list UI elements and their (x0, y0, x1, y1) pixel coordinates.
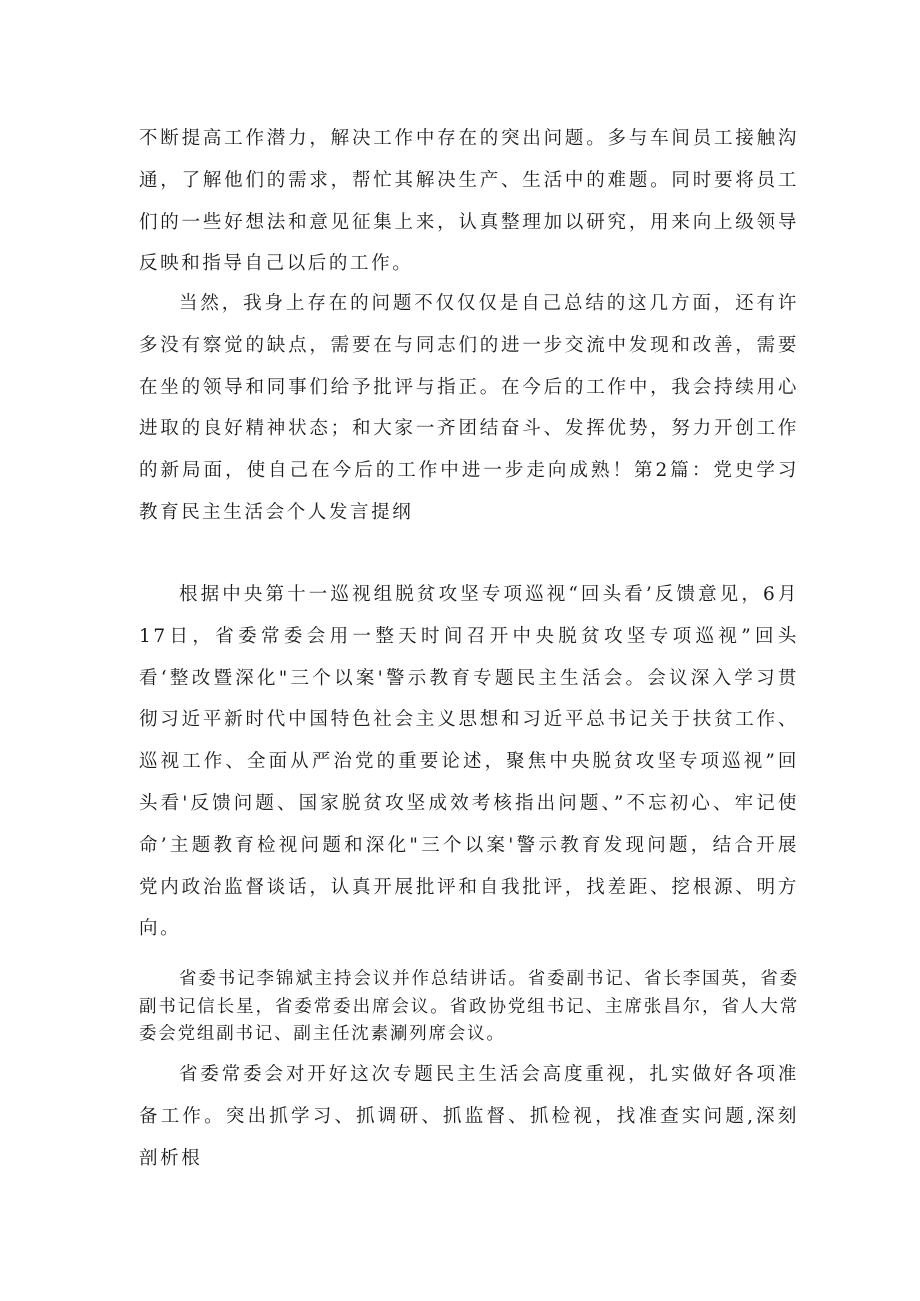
paragraph-meeting-attendees: 省委书记李锦斌主持会议并作总结讲话。省委副书记、省长李国英，省委副书记信长星，省委常委出席会议。省政协党组书记、主席张昌尔，省人大常委会党组副书记、副主任沈素涮列席会议。 (139, 969, 799, 1044)
paragraph-meeting-background: 根据中央第十一巡视组脱贫攻坚专项巡视“回头看’反馈意见，6月17日，省委常委会用一整天时间召开中央脱贫攻坚专项巡视”回头看‘整改暨深化"三个以案'警示教育专题民主生活会。会议深入学习贯彻习近平新时代中国特色社会主义思想和习近平总书记关于扶贫工作、巡视工作、全面从严治党的重要论述，聚焦中央脱贫攻坚专项巡视”回头看'反馈问题、国家脱贫攻坚成效考核指出问题、”不忘初心、牢记使命’主题教育检视问题和深化"三个以案'警示教育发现问题，结合开展党内政治监督谈话，认真开展批评和自我批评，找差距、挖根源、明方向。 (139, 584, 799, 940)
paragraph-work-improvement: 不断提高工作潜力，解决工作中存在的突出问题。多与车间员工接触沟通，了解他们的需求，帮忙其解决生产、生活中的难题。同时要将员工们的一些好想法和意见征集上来，认真整理加以研究，用来向上级领导反映和指导自己以后的工作。 (139, 128, 799, 275)
paragraph-meeting-preparation: 省委常委会对开好这次专题民主生活会高度重视，扎实做好各项准备工作。突出抓学习、抓调研、抓监督、抓检视，找准查实问题,深刻剖析根 (139, 1064, 799, 1169)
paragraph-self-criticism: 当然，我身上存在的问题不仅仅仅是自己总结的这几方面，还有许多没有察觉的缺点，需要在与同志们的进一步交流中发现和改善，需要在坐的领导和同事们给予批评与指正。在今后的工作中，我会持续用心进取的良好精神状态；和大家一齐团结奋斗、发挥优势，努力开创工作的新局面，使自己在今后的工作中进一步走向成熟！第2篇：党史学习教育民主生活会个人发言提纲 (139, 293, 799, 523)
